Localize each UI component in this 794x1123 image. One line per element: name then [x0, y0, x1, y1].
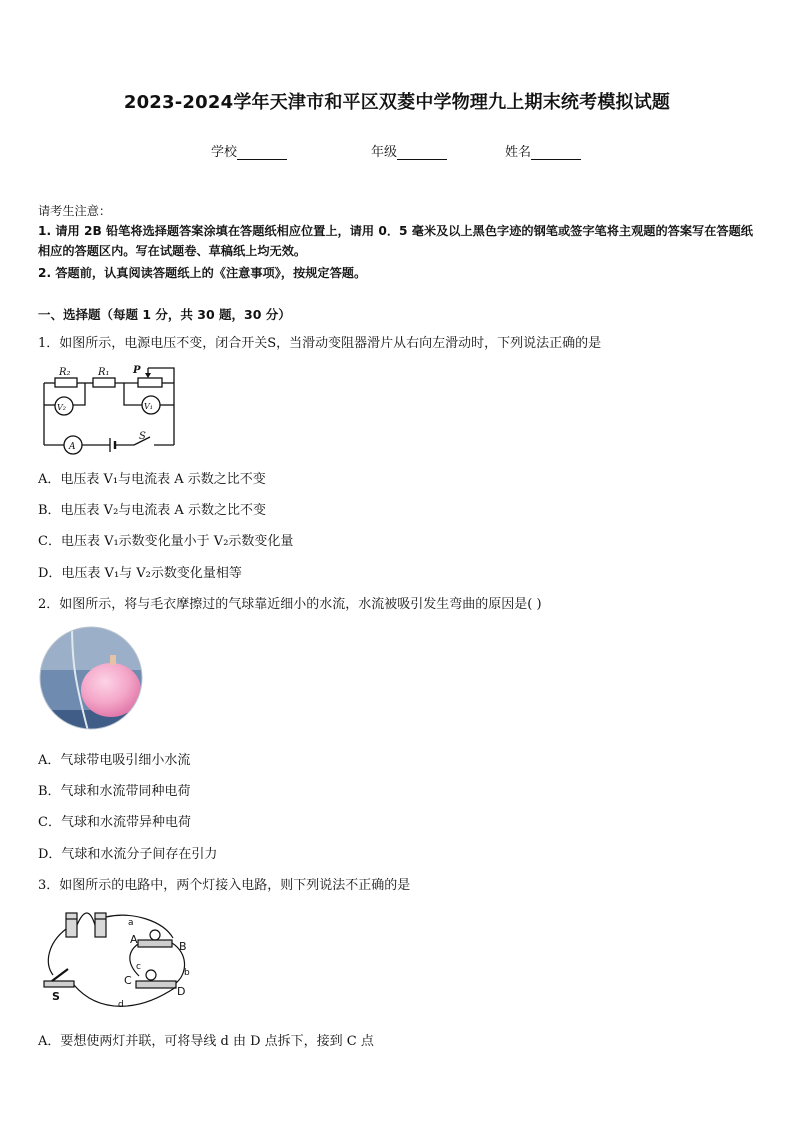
school-blank[interactable] [237, 146, 287, 160]
notice-item-2: 2. 答题前，认真阅读答题纸上的《注意事项》，按规定答题。 [38, 266, 367, 280]
label-point-D: D [177, 985, 186, 998]
q2-balloon-photo [38, 625, 144, 731]
label-r2: R₂ [59, 367, 71, 378]
label-wire-d: d [118, 1000, 124, 1010]
label-wire-a: a [128, 918, 134, 928]
battery-1-icon [66, 913, 77, 937]
notice-item-1: 1. 请用 2B 铅笔将选择题答案涂填在答题纸相应位置上，请用 0．5 毫米及以上黑色字迹的钢笔或签字笔将主观题的答案写在答题纸相应的答题区内。写在试题卷、草稿纸上均无效。 [38, 224, 753, 258]
q1-option-b[interactable]: B．电压表 V₂与电流表 A 示数之比不变 [38, 503, 266, 518]
grade-field [371, 141, 447, 160]
label-r1: R₁ [98, 367, 110, 378]
q2-stem: 2．如图所示，将与毛衣摩擦过的气球靠近细小的水流，水流被吸引发生弯曲的原因是( ) [38, 597, 542, 612]
section-heading: 一、选择题（每题 1 分，共 30 题，30 分） [38, 307, 291, 322]
label-a: A [69, 442, 76, 452]
battery-2-icon [95, 913, 106, 937]
lamp-2-bulb [146, 970, 156, 980]
q2-option-a[interactable]: A．气球带电吸引细小水流 [38, 753, 191, 768]
q2-option-d[interactable]: D．气球和水流分子间存在引力 [38, 847, 218, 862]
q2-option-b[interactable]: B．气球和水流带同种电荷 [38, 784, 191, 799]
q1-option-d[interactable]: D．电压表 V₁与 V₂示数变化量相等 [38, 566, 242, 581]
label-v1: V₁ [144, 402, 153, 411]
q1-option-c[interactable]: C．电压表 V₁示数变化量小于 V₂示数变化量 [38, 534, 294, 549]
resistor-r1 [93, 378, 115, 387]
grade-label: 年级 [371, 145, 398, 160]
rheostat [138, 378, 162, 387]
q1-option-a[interactable]: A．电压表 V₁与电流表 A 示数之比不变 [38, 472, 266, 487]
school-label: 学校 [211, 145, 238, 160]
q1-circuit-diagram [38, 360, 183, 455]
slider-arrow-icon [145, 373, 151, 378]
q3-circuit-photo [38, 903, 198, 1018]
q3-option-a[interactable]: A．要想使两灯并联，可将导线 d 由 D 点拆下，接到 C 点 [38, 1034, 374, 1049]
label-point-A: A [130, 933, 138, 946]
name-label: 姓名 [505, 145, 532, 160]
label-wire-c: c [136, 962, 141, 972]
name-blank[interactable] [531, 146, 581, 160]
resistor-r2 [55, 378, 77, 387]
lamp-1-base [138, 940, 172, 947]
label-p: P [133, 365, 141, 376]
notice-heading: 请考生注意： [38, 204, 112, 218]
q1-stem: 1．如图所示，电源电压不变，闭合开关S，当滑动变阻器滑片从右向左滑动时，下列说法正确的是 [38, 336, 602, 351]
label-wire-b: b [184, 968, 190, 978]
lamp-1-bulb [150, 930, 160, 940]
grade-blank[interactable] [397, 146, 447, 160]
page-title: 2023-2024学年天津市和平区双菱中学物理九上期末统考模拟试题 [123, 92, 671, 113]
name-field [505, 141, 581, 160]
lamp-2-base [136, 981, 176, 988]
label-v2: V₂ [57, 403, 66, 412]
q2-option-c[interactable]: C．气球和水流带异种电荷 [38, 815, 191, 830]
school-field [211, 141, 287, 160]
label-s: S [139, 431, 146, 442]
label-switch-S: S [52, 990, 60, 1003]
switch-base [44, 981, 74, 987]
label-point-C: C [124, 974, 132, 987]
label-point-B: B [179, 940, 187, 953]
switch-lever [52, 969, 68, 981]
q3-stem: 3．如图所示的电路中，两个灯接入电路，则下列说法不正确的是 [38, 878, 411, 893]
